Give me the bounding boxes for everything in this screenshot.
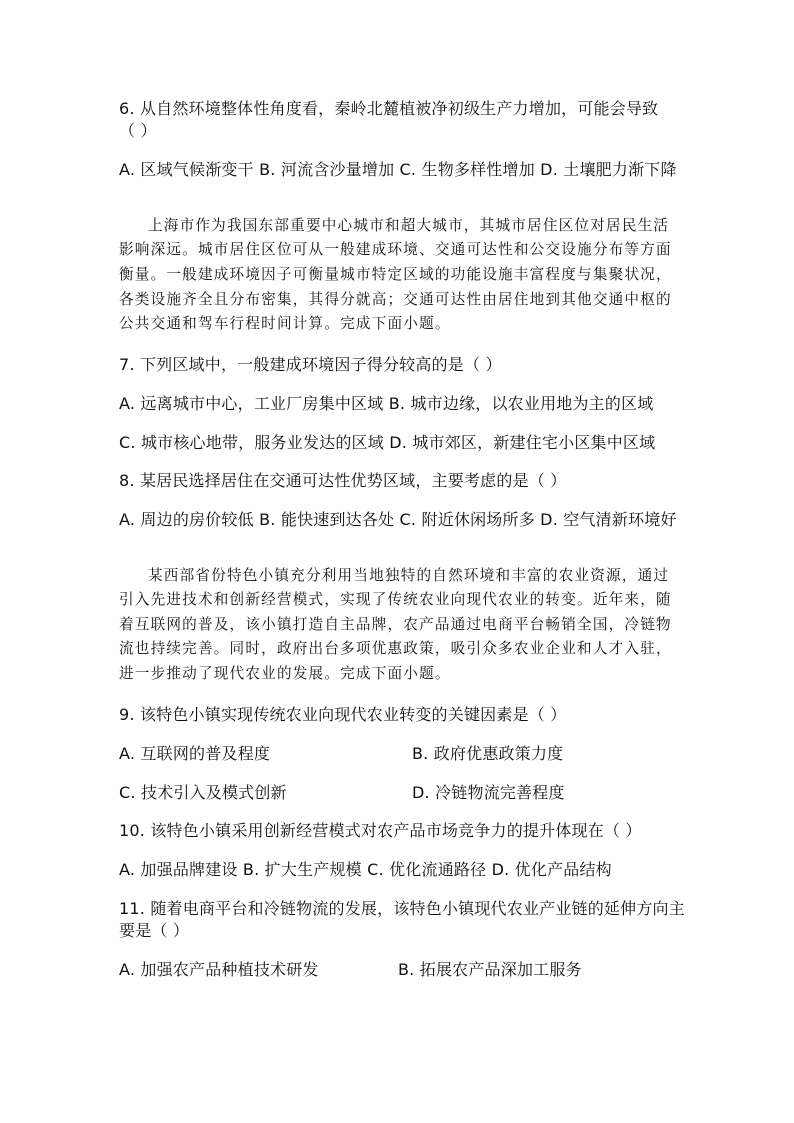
question-9-stem: 9. 该特色小镇实现传统农业向现代农业转变的关键因素是（ ） xyxy=(119,705,567,724)
question-7-stem: 7. 下列区域中，一般建成环境因子得分较高的是（ ） xyxy=(119,355,502,374)
passage-2-line: 引入先进技术和创新经营模式，实现了传统农业向现代农业的转变。近年来，随 xyxy=(119,591,672,608)
question-9-option-b: B. 政府优惠政策力度 xyxy=(412,744,564,763)
passage-1-line: 上海市作为我国东部重要中心城市和超大城市，其城市居住区位对居民生活 xyxy=(148,217,670,234)
question-7-options-ab: A. 远离城市中心，工业厂房集中区域 B. 城市边缘，以农业用地为主的区域 xyxy=(119,394,654,413)
passage-2-line: 流也持续完善。同时，政府出台多项优惠政策，吸引众多农业企业和人才入驻， xyxy=(119,640,672,657)
question-6-options: A. 区域气候渐变干 B. 河流含沙量增加 C. 生物多样性增加 D. 土壤肥力渐下降 xyxy=(119,160,677,179)
question-11-option-a: A. 加强农产品种植技术研发 xyxy=(119,960,319,979)
question-7-options-cd: C. 城市核心地带，服务业发达的区域 D. 城市郊区，新建住宅小区集中区域 xyxy=(119,433,656,452)
passage-2-line: 某西部省份特色小镇充分利用当地独特的自然环境和丰富的农业资源，通过 xyxy=(148,567,670,584)
question-11-option-b: B. 拓展农产品深加工服务 xyxy=(398,960,582,979)
passage-1-line: 各类设施齐全且分布密集，其得分就高；交通可达性由居住地到其他交通中枢的 xyxy=(119,291,672,308)
question-11-stem-continued: 要是（ ） xyxy=(119,921,190,940)
passage-1-line: 衡量。一般建成环境因子可衡量城市特定区域的功能设施丰富程度与集聚状况， xyxy=(119,266,672,283)
question-8-options: A. 周边的房价较低 B. 能快速到达各处 C. 附近休闲场所多 D. 空气清新环境好 xyxy=(119,510,677,529)
question-6-stem: 6. 从自然环境整体性角度看，秦岭北麓植被净初级生产力增加，可能会导致 xyxy=(119,99,659,118)
passage-1-line: 公共交通和驾车行程时间计算。完成下面小题。 xyxy=(119,315,451,332)
question-6-answer-bracket: （ ） xyxy=(119,121,157,140)
question-8-stem: 8. 某居民选择居住在交通可达性优势区域，主要考虑的是（ ） xyxy=(119,471,567,490)
question-9-option-a: A. 互联网的普及程度 xyxy=(119,744,271,763)
passage-2-line: 着互联网的普及，该小镇打造自主品牌，农产品通过电商平台畅销全国，冷链物 xyxy=(119,616,672,633)
question-9-option-d: D. 冷链物流完善程度 xyxy=(412,783,565,802)
question-9-option-c: C. 技术引入及模式创新 xyxy=(119,783,287,802)
passage-1-line: 影响深远。城市居住区位可从一般建成环境、交通可达性和公交设施分布等方面 xyxy=(119,241,672,258)
passage-2-line: 进一步推动了现代农业的发展。完成下面小题。 xyxy=(119,665,451,682)
question-10-stem: 10. 该特色小镇采用创新经营模式对农产品市场竞争力的提升体现在（ ） xyxy=(119,821,642,840)
question-10-options: A. 加强品牌建设 B. 扩大生产规模 C. 优化流通路径 D. 优化产品结构 xyxy=(119,860,612,879)
question-11-stem: 11. 随着电商平台和冷链物流的发展，该特色小镇现代农业产业链的延伸方向主 xyxy=(119,899,685,918)
